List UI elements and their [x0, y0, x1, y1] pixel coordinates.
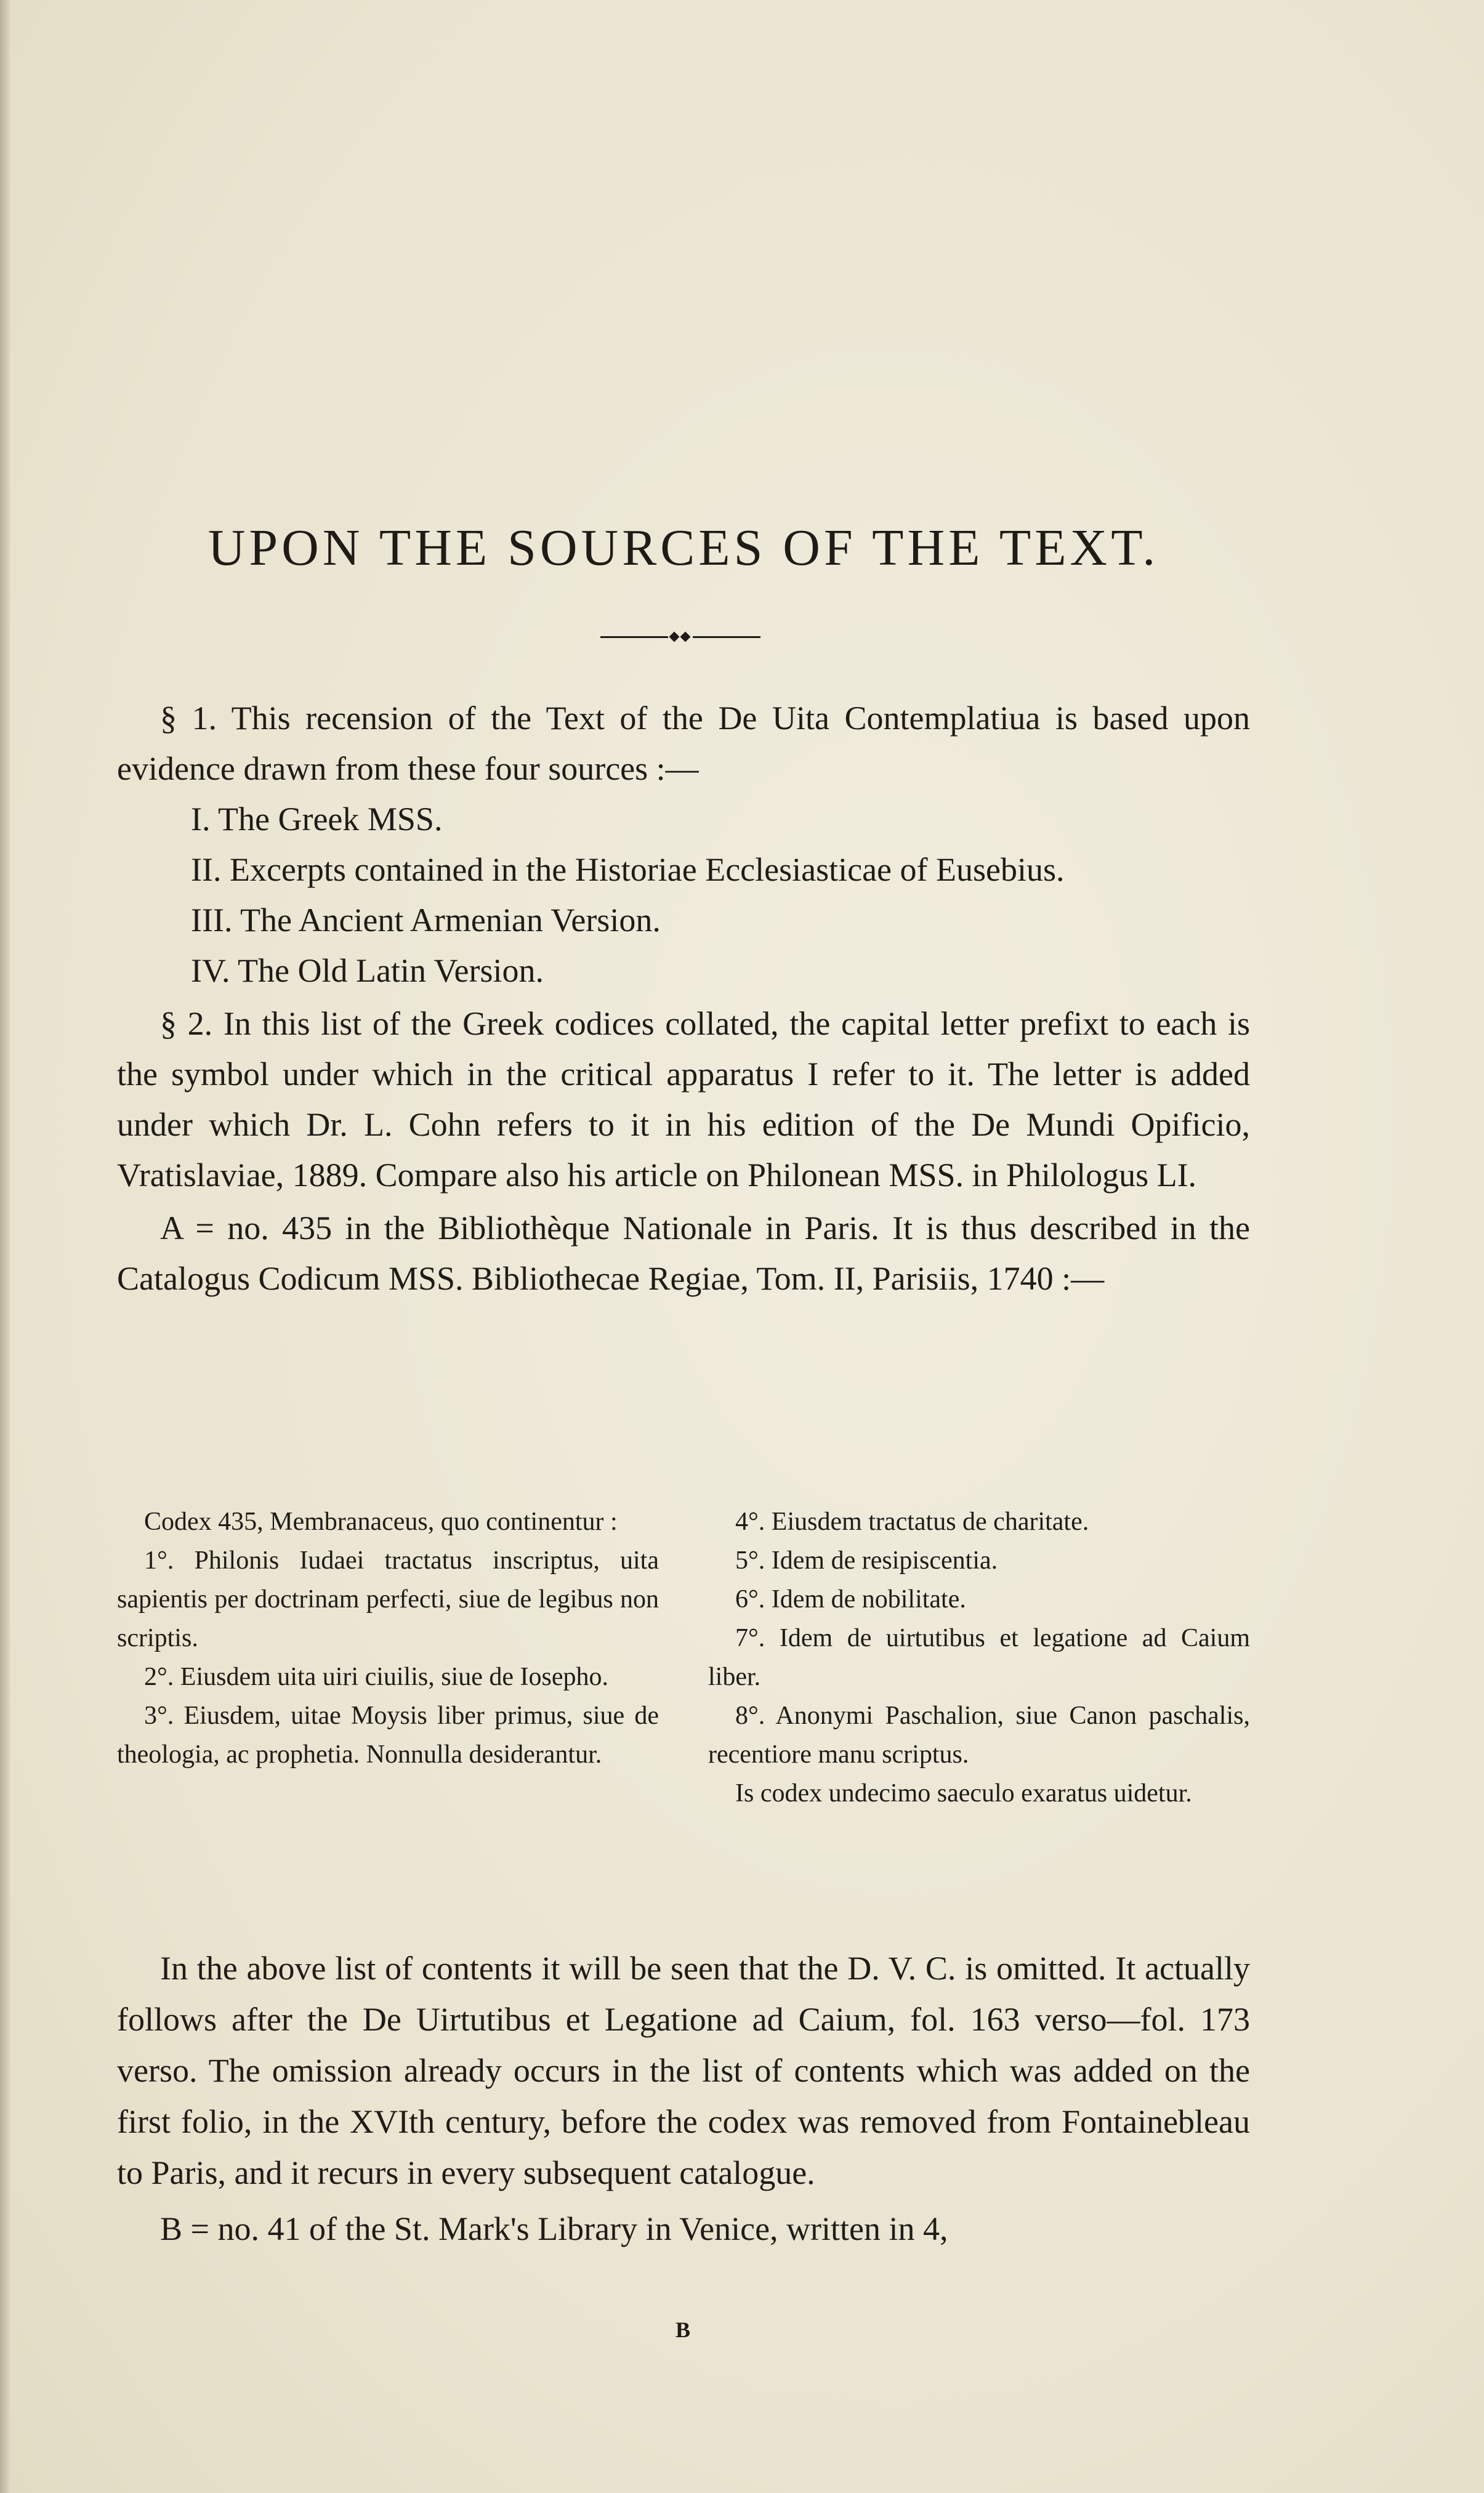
main-text: [117, 693, 1250, 1304]
catalogue-entry: 2°. Eiusdem uita uiri ciuilis, siue de Iosepho.: [144, 1663, 609, 1691]
section-2-paragraph: § 2. In this list of the Greek codices collated, the capital letter prefixt to each is the symbol under which in the critical apparatus I refer to it. The letter is added under which Dr. L. Cohn refers to it in his edition of the De Mundi Opificio, Vratislaviae, 1889. Compare also his article on Philonean MSS. in Philologus LI.: [117, 1005, 1250, 1194]
catalogue-entry: Codex 435, Membranaceus, quo continentur :: [144, 1508, 618, 1536]
catalogue-entry: 6°. Idem de nobilitate.: [735, 1585, 966, 1614]
source-item-3: III. The Ancient Armenian Version.: [191, 902, 661, 939]
omission-paragraph: In the above list of contents it will be seen that the D. V. C. is omitted. It actually follows after the De Uirtutibus et Legatione ad Caium, fol. 163 verso—fol. 173 verso. The omission already occurs in the list of contents which was added on the first folio, in the XVIth century, before the codex was removed from Fontainebleau to Paris, and it recurs in every subsequent catalogue.: [117, 1950, 1250, 2191]
catalogue-entry: 5°. Idem de resipiscentia.: [735, 1546, 998, 1575]
signature-mark: B: [675, 2317, 692, 2342]
catalogue-entry: 7°. Idem de uirtutibus et legatione ad Caium liber.: [708, 1624, 1250, 1691]
source-item-2: II. Excerpts contained in the Historiae Ecclesiasticae of Eusebius.: [191, 851, 1065, 888]
codex-a-description: A = no. 435 in the Bibliothèque Nationale in Paris. It is thus described in the Catalogus Codicum MSS. Bibliothecae Regiae, Tom. II, Parisiis, 1740 :—: [117, 1210, 1250, 1297]
catalogue-entry: 8°. Anonymi Paschalion, siue Canon paschalis, recentiore manu scriptus.: [708, 1702, 1250, 1769]
source-item-1: I. The Greek MSS.: [191, 801, 443, 838]
page-title: UPON THE SOURCES OF THE TEXT.: [208, 519, 1159, 576]
closing-text: [117, 1943, 1250, 2255]
catalogue-right-column: [708, 1503, 1250, 1813]
catalogue-entry: 1°. Philonis Iudaei tractatus inscriptus, uita sapientis per doctrinam perfecti, siue de legibus non scriptis.: [117, 1546, 659, 1652]
title-ornament: [600, 631, 760, 643]
section-1-intro: § 1. This recension of the Text of the De Uita Contemplatiua is based upon evidence drawn from these four sources :—: [117, 700, 1250, 787]
catalogue-entry: 3°. Eiusdem, uitae Moysis liber primus, siue de theologia, ac prophetia. Nonnulla desiderantur.: [117, 1702, 659, 1769]
source-item-4: IV. The Old Latin Version.: [191, 952, 544, 989]
codex-b-description: B = no. 41 of the St. Mark's Library in Venice, written in 4,: [160, 2210, 948, 2247]
catalogue-entry: 4°. Eiusdem tractatus de charitate.: [735, 1508, 1089, 1536]
catalogue-entry: Is codex undecimo saeculo exaratus uidetur.: [735, 1779, 1192, 1808]
catalogue-left-column: [117, 1503, 659, 1774]
page-binding-edge: [0, 0, 10, 2493]
